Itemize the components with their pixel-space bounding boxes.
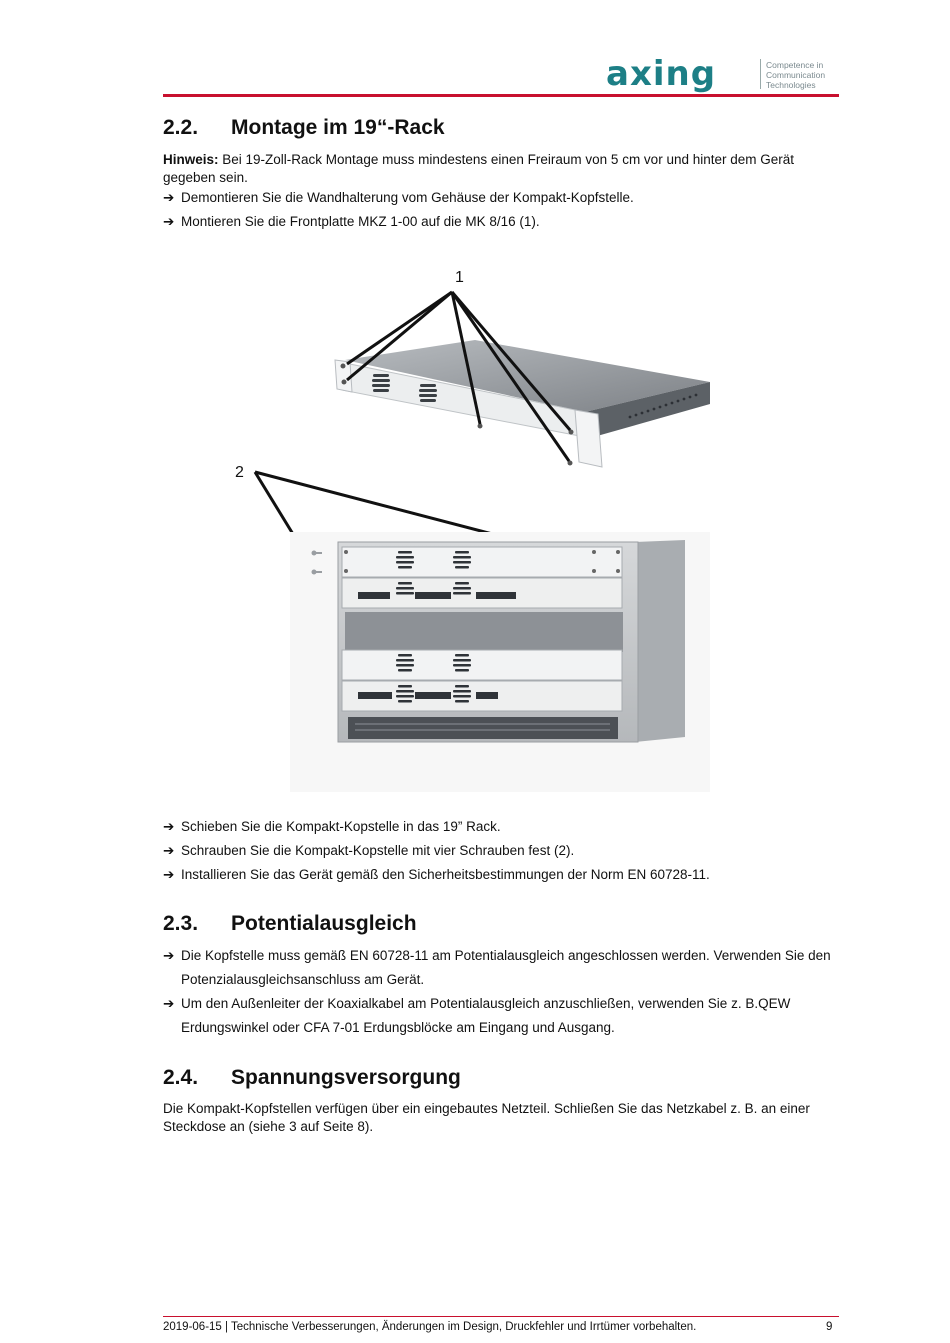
logo-tagline-line: Communication [766,70,826,80]
arrow-icon: ➔ [163,819,175,834]
instruction-step [163,944,843,992]
header-divider [163,94,839,97]
power-supply-paragraph [163,1100,843,1136]
page-number: 9 [826,1321,833,1333]
section-number: 2.3. [163,912,199,935]
headend-device [335,340,710,467]
footer-disclaimer: 2019-06-15 | Technische Verbesserungen, Änderungen im Design, Druckfehler und Irrtümer vorbehalten. [163,1321,697,1333]
section-number: 2.4. [163,1066,199,1089]
section-title: Montage im 19“-Rack [231,116,445,139]
section-heading-2-3 [163,911,417,937]
section-title: Potentialausgleich [231,912,417,935]
axing-logo [606,54,844,97]
section-number: 2.2. [163,116,199,139]
step-text: Installieren Sie das Gerät gemäß den Sicherheitsbestimmungen der Norm EN 60728-11. [181,867,710,882]
paragraph-line: Die Kompakt-Kopfstellen verfügen über ein eingebautes Netzteil. Schließen Sie das Netzkabel z. B. an einer [163,1101,810,1116]
instruction-step [163,186,634,210]
logo-wordmark: axing [606,54,717,94]
step-text: Demontieren Sie die Wandhalterung vom Gehäuse der Kompakt-Kopfstelle. [181,190,634,205]
logo-separator [760,59,761,89]
paragraph-line: Steckdose an (siehe 3 auf Seite 8). [163,1119,374,1134]
callout-label-2: 2 [235,464,244,481]
instruction-step [163,815,501,839]
footer-divider [163,1316,839,1317]
step-text: Schrauben Sie die Kompakt-Kopstelle mit vier Schrauben fest (2). [181,843,575,858]
arrow-icon: ➔ [163,843,175,858]
arrow-icon: ➔ [163,948,175,963]
rack-mounting-figure [230,262,770,792]
note-paragraph [163,151,823,187]
logo-tagline-line: Competence in [766,60,824,70]
step-text: Die Kopfstelle muss gemäß EN 60728-11 am Potentialausgleich angeschlossen werden. Verwenden Sie den [181,948,831,963]
callout-label-1: 1 [455,269,464,286]
arrow-icon: ➔ [163,190,175,205]
logo-tagline-line: Technologies [766,80,816,90]
rack-illustration [230,262,770,792]
instruction-step [163,210,540,234]
arrow-icon: ➔ [163,214,175,229]
section-heading-2-4 [163,1065,461,1091]
section-heading-2-2 [163,115,445,141]
note-text: Bei 19-Zoll-Rack Montage muss mindestens einen Freiraum von 5 cm vor und hinter dem Gerät gegeben sein. [163,152,795,185]
logo-tagline [766,60,848,90]
rack-cabinet [290,532,710,792]
instruction-step [163,839,574,863]
instruction-step [163,992,843,1040]
step-text: Um den Außenleiter der Koaxialkabel am Potentialausgleich anzuschließen, verwenden Sie z. B.QEW [181,996,791,1011]
step-text: Schieben Sie die Kompakt-Kopstelle in das 19” Rack. [181,819,501,834]
section-title: Spannungsversorgung [231,1066,461,1089]
step-text-continued: Erdungswinkel oder CFA 7-01 Erdungsblöcke am Eingang und Ausgang. [181,1020,615,1035]
step-text-continued: Potenzialausgleichsanschluss am Gerät. [181,972,425,987]
arrow-icon: ➔ [163,867,175,882]
instruction-step [163,863,710,887]
step-text: Montieren Sie die Frontplatte MKZ 1-00 auf die MK 8/16 (1). [181,214,540,229]
note-label: Hinweis: [163,152,219,167]
arrow-icon: ➔ [163,996,175,1011]
